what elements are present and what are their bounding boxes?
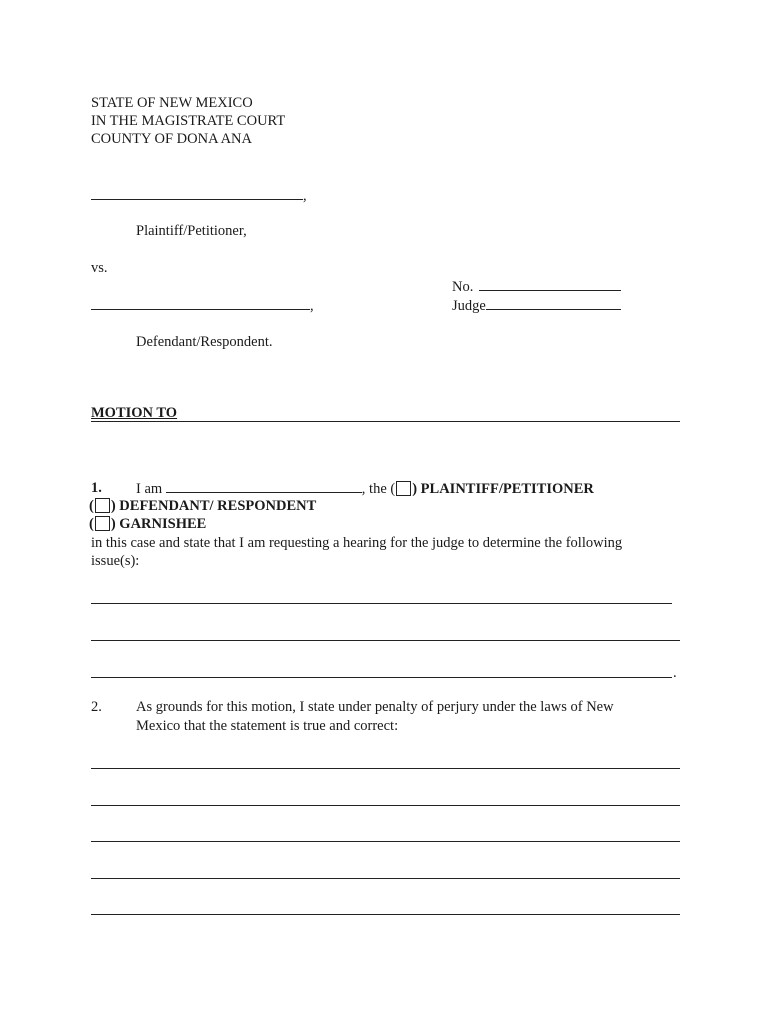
section1-number: 1. (91, 480, 102, 496)
court-name: IN THE MAGISTRATE COURT (91, 113, 286, 129)
grounds-line-4[interactable] (91, 878, 680, 879)
defendant-name-field[interactable] (91, 296, 310, 310)
motion-title-text: MOTION TO (91, 405, 178, 421)
section2-number: 2. (91, 699, 102, 715)
garnishee-checkbox[interactable] (95, 516, 110, 531)
i-am-label: I am (136, 481, 163, 497)
motion-title (91, 404, 177, 422)
the-label: , the ( (361, 481, 396, 497)
grounds-line-5[interactable] (91, 914, 680, 915)
plaintiff-option-label: ) PLAINTIFF/PETITIONER (412, 481, 594, 497)
defendant-option (89, 497, 316, 515)
case-number-line (452, 277, 621, 296)
judge-field[interactable] (486, 296, 621, 310)
defendant-comma: , (310, 298, 314, 314)
defendant-line (91, 296, 314, 315)
plaintiff-label: Plaintiff/Petitioner, (136, 223, 247, 239)
case-number-label: No. (452, 279, 474, 295)
defendant-label: Defendant/Respondent. (136, 334, 273, 350)
plaintiff-checkbox[interactable] (396, 481, 411, 496)
garnishee-option-label: ) GARNISHEE (110, 516, 207, 532)
plaintiff-comma: , (303, 188, 307, 204)
issue-line-2[interactable] (91, 640, 680, 641)
judge-label: Judge (452, 298, 486, 314)
issue-line-1[interactable] (91, 603, 672, 604)
motion-title-underline[interactable] (91, 421, 680, 422)
issue-period: . (673, 665, 677, 681)
section2-body-line2: Mexico that the statement is true and correct: (136, 718, 399, 734)
court-state: STATE OF NEW MEXICO (91, 95, 253, 111)
open-paren: ( (89, 516, 94, 532)
section1-body-line1: in this case and state that I am requesting a hearing for the judge to determine the following (91, 535, 623, 551)
section1-line1 (136, 479, 594, 498)
plaintiff-line (91, 186, 307, 205)
open-paren: ( (89, 498, 94, 514)
party-name-field[interactable] (166, 479, 362, 493)
case-number-field[interactable] (479, 277, 621, 291)
versus-label: vs. (91, 260, 108, 276)
defendant-option-label: ) DEFENDANT/ RESPONDENT (110, 498, 317, 514)
grounds-line-3[interactable] (91, 841, 680, 842)
section2-body-line1: As grounds for this motion, I state under penalty of perjury under the laws of New (136, 699, 614, 715)
garnishee-option (89, 515, 206, 533)
grounds-line-2[interactable] (91, 805, 680, 806)
defendant-checkbox[interactable] (95, 498, 110, 513)
issue-line-3[interactable] (91, 677, 672, 678)
judge-line (452, 296, 621, 315)
grounds-line-1[interactable] (91, 768, 680, 769)
plaintiff-name-field[interactable] (91, 186, 303, 200)
section1-body-line2: issue(s): (91, 553, 140, 569)
court-county: COUNTY OF DONA ANA (91, 131, 252, 147)
